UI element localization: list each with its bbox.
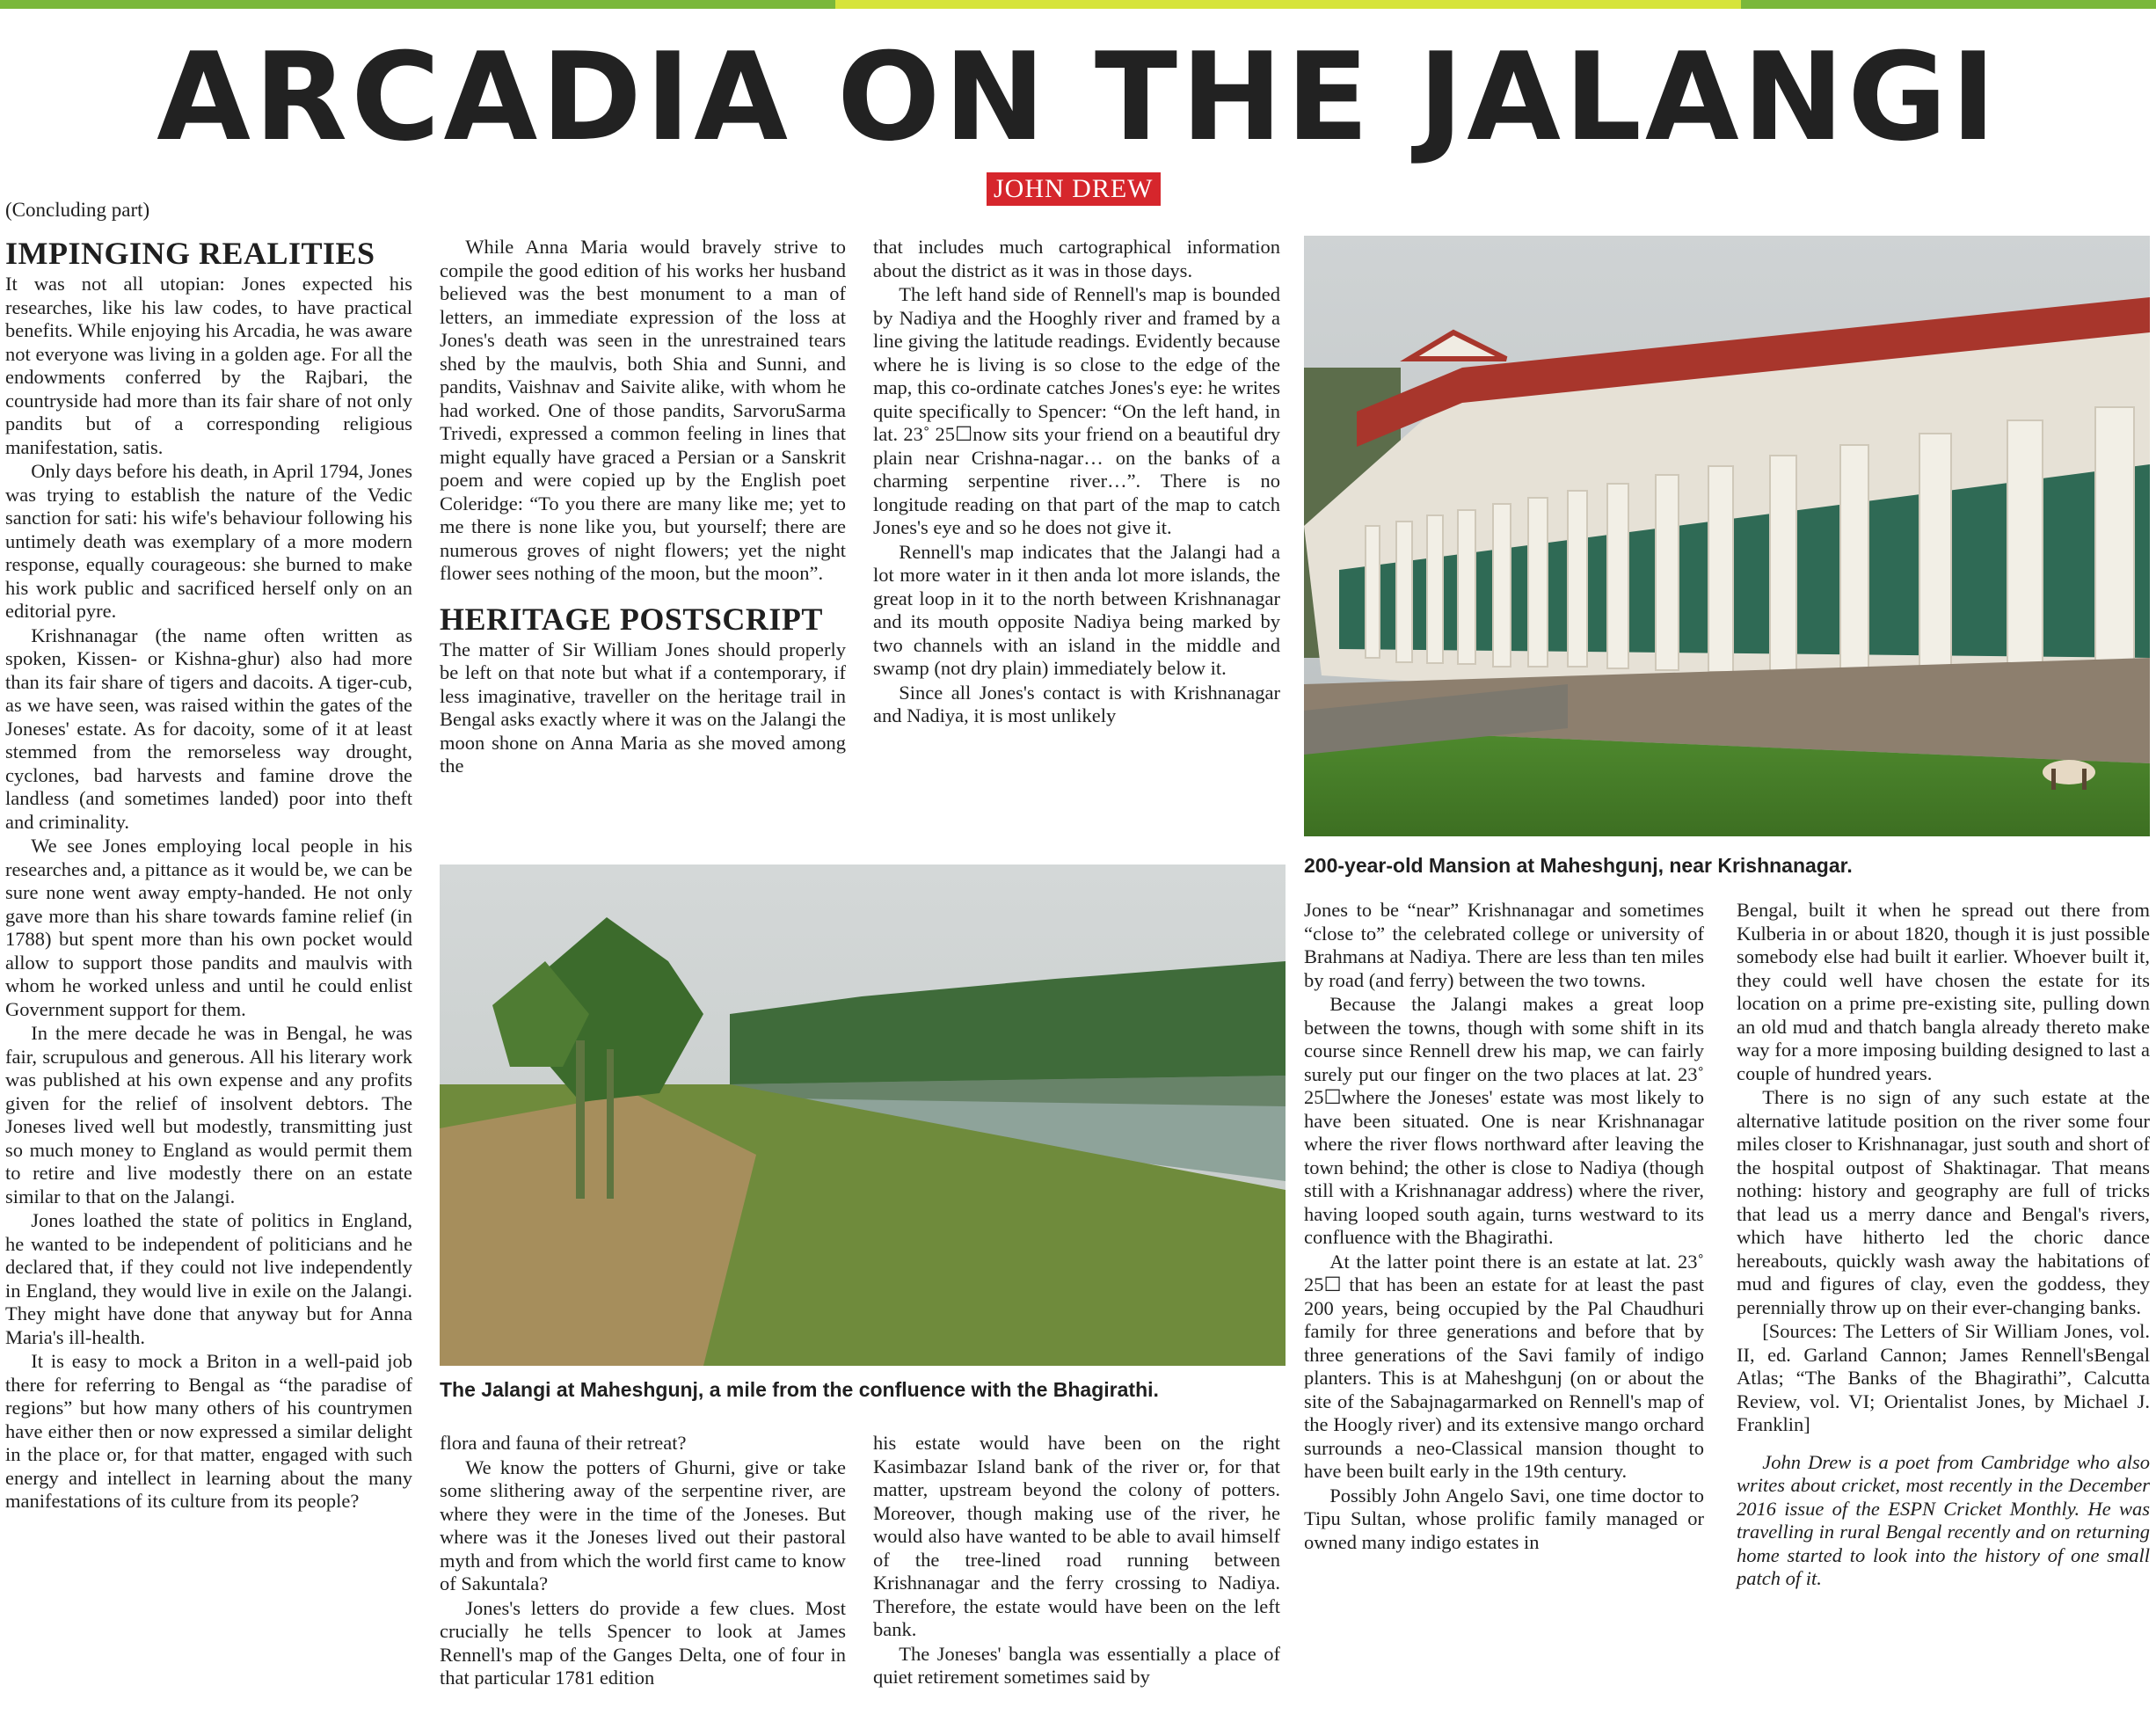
mansion-photo-caption: 200-year-old Mansion at Maheshgunj, near Krishnanagar.: [1304, 854, 1853, 877]
paragraph: his estate would have been on the right Kasimbazar Island bank of the river or, for that matter, upstream beyond the colony of potters. Moreover, though making use of the river, he would also have wanted to be able to avail himself of the tree-lined road running between Krishnanagar and the ferry crossing to Nadiya. Therefore, the estate would have been on the left bank.: [873, 1432, 1280, 1640]
paragraph: Since all Jones's contact is with Krishnanagar and Nadiya, it is most unlikely: [873, 681, 1280, 726]
top-accent-bar-highlight: [835, 0, 1741, 9]
paragraph: While Anna Maria would bravely strive to compile the good edition of his works her husband believed was the best monument to a man of letters, an immediate expression of the loss at Jones's death was seen in the unrestrained tears shed by the maulvis, both Shia and Sunni, and pandits, Vaishnav and Saivite alike, with whom he had worked. One of those pandits, SarvoruSarma Trivedi, expressed a common feeling in lines that might equally have graced a Persian or a Sanskrit poem and were copied up by the English poet Coleridge: “To you there are many like me; yet to me there is none like you, but yourself; there are numerous groves of night flowers; yet the night flower sees nothing of the moon, but the moon”.: [440, 236, 846, 584]
paragraph: The left hand side of Rennell's map is bounded by Nadiya and the Hooghly river and framed by a line giving the latitude readings. Evidently because where he is living is so close to the edge of the map, this co-ordinate catches Jones's eye: he writes quite specifically to Spencer: “On the left hand, in lat. 23˚ 25☐now sits your friend on a beautiful dry plain near Crishna-nagar… on the banks of a charming serpentine river…”. There is no longitude reading on that part of the map to catch Jones's eye and so he does not give it.: [873, 283, 1280, 538]
column-2-bottom: [440, 1432, 846, 1691]
kicker: (Concluding part): [5, 199, 150, 221]
paragraph: The Joneses' bangla was essentially a place of quiet retirement sometimes said by: [873, 1642, 1280, 1688]
paragraph: At the latter point there is an estate at lat. 23˚ 25☐ that has been an estate for at least the past 200 years, being occupied by the Pal Chaudhuri family for three generations and before that by three generations of the Savi family of indigo planters. This is at Maheshgunj (on or about the site of the Sabajnagarmarked on Rennell's map of the Hoogly river) and its extensive mango orchard surrounds a neo-Classical mansion thought to have been built early in the 19th century.: [1304, 1250, 1704, 1482]
paragraph: There is no sign of any such estate at the alternative latitude position on the river some four miles closer to Krishnanagar, just south and short of the hospital outpost of Shaktinagar. That means nothing: history and geography are full of tricks that lead us a merry dance and Bengal's rivers, which have hitherto led the choric dance hereabouts, quickly wash away the habitations of mud and figures of clay, even the goddess, they perennially throw up on their ever-changing banks.: [1737, 1086, 2150, 1318]
column-2-top: [440, 236, 846, 779]
paragraph: We see Jones employing local people in his researches and, a pittance as it would be, we can be sure none went away empty-handed. He not only gave more than his share towards famine relief (in 1788) but spent more than his own pocket would allow to support those pandits and maulvis with whom he worked unless and until he could enlist Government support for them.: [5, 835, 412, 1020]
paragraph: The matter of Sir William Jones should properly be left on that note but what if a contemporary, if less imaginative, traveller on the heritage trail in Bengal asks exactly where it was on the Jalangi the moon shone on Anna Maria as she moved among the: [440, 638, 846, 777]
sources-note: [Sources: The Letters of Sir William Jones, vol. II, ed. Garland Cannon; James Rennell'sBengal Atlas; “The Banks of the Bhagirathi”, Calcutta Review, vol. VI; Orientalist Jones, by Michael J. Franklin]: [1737, 1320, 2150, 1435]
paragraph: Rennell's map indicates that the Jalangi had a lot more water in it then anda lot more islands, the great loop in it to the north between Krishnanagar and its mouth opposite Nadiya being marked by two channels with an island in the middle and swamp (not dry plain) immediately below it.: [873, 540, 1280, 679]
author-bio: John Drew is a poet from Cambridge who also writes about cricket, most recently in the December 2016 issue of the ESPN Cricket Monthly. He was travelling in rural Bengal recently and on returning home started to look into the history of one small patch of it.: [1737, 1450, 2150, 1589]
paragraph: We know the potters of Ghurni, give or take some slithering away of the serpentine river, are where they were in the time of the Joneses. But where was it the Joneses lived out their pastoral myth and from which the world first came to know of Sakuntala?: [440, 1455, 846, 1594]
paragraph: that includes much cartographical information about the district as it was in those days.: [873, 236, 1280, 281]
river-photo: [440, 864, 1286, 1366]
paragraph: Krishnanagar (the name often written as spoken, Kissen- or Kishna-ghur) also had more than its fair share of tigers and dacoits. A tiger-cub, as we have seen, was raised within the gates of the Joneses' estate. As for dacoity, some of it at least stemmed from the remorseless way drought, cyclones, bad harvests and famine drove the landless (and sometimes landed) poor into theft and criminality.: [5, 624, 412, 833]
paragraph: Jones to be “near” Krishnanagar and sometimes “close to” the celebrated college or university of Brahmans at Nadiya. There are less than ten miles by road (and ferry) between the two towns.: [1304, 899, 1704, 991]
paragraph: Bengal, built it when he spread out there from Kulberia in or about 1820, though it is just possible somebody else had built it earlier. Whoever built it, they could well have chosen the estate for its location on a prime pre-existing site, pulling down an old mud and thatch bangla already thereto make way for a more imposing building designed to last a couple of hundred years.: [1737, 899, 2150, 1084]
paragraph: In the mere decade he was in Bengal, he was fair, scrupulous and generous. All his literary work was published at his own expense and any profits given for the relief of insolvent debtors. The Joneses lived well but modestly, transmitting just so much money to England as would permit them to retire and live modestly there on an estate similar to that on the Jalangi.: [5, 1022, 412, 1207]
paragraph: It was not all utopian: Jones expected his researches, like his law codes, to have practical benefits. While enjoying his Arcadia, he was aware not everyone was living in a golden age. For all the endowments conferred by the Rajbari, the countryside had more than its fair share of not only pandits but of a corresponding religious manifestation, satis.: [5, 273, 412, 458]
column-5: [1737, 899, 2150, 1592]
column-3-top: [873, 236, 1280, 729]
paragraph: It is easy to mock a Briton in a well-paid job there for referring to Bengal as “the paradise of regions” but how many others of his countrymen have either then or now expressed a similar delight in the place or, for that matter, engaged with such energy and intellect in learning about the many manifestations of its culture from its people?: [5, 1350, 412, 1512]
river-photo-caption: The Jalangi at Maheshgunj, a mile from the confluence with the Bhagirathi.: [440, 1378, 1159, 1401]
column-4: [1304, 899, 1704, 1555]
column-3-bottom: [873, 1432, 1280, 1690]
paragraph: Because the Jalangi makes a great loop between the towns, though with some shift in its course since Rennell drew his map, we can fairly surely put our finger on the two places at lat. 23˚ 25☐where the Joneses' estate was most likely to have been situated. One is near Krishnanagar where the river flows northward after leaving the town behind; the other is close to Nadiya (though still with a Krishnanagar address) where the river, having looped south again, turns westward to its confluence with the Bhagirathi.: [1304, 993, 1704, 1248]
paragraph: Possibly John Angelo Savi, one time doctor to Tipu Sultan, whose prolific family managed or owned many indigo estates in: [1304, 1484, 1704, 1553]
paragraph: flora and fauna of their retreat?: [440, 1432, 687, 1454]
section-title-impinging-realities: IMPINGING REALITIES: [5, 236, 375, 271]
column-1: [5, 236, 412, 1514]
headline: ARCADIA ON THE JALANGI: [157, 26, 1999, 168]
paragraph: Jones's letters do provide a few clues. Most crucially he tells Spencer to look at James Rennell's map of the Ganges Delta, one of four in that particular 1781 edition: [440, 1596, 846, 1689]
byline: JOHN DREW: [987, 172, 1161, 206]
paragraph: Only days before his death, in April 1794, Jones was trying to establish the nature of the Vedic sanction for sati: his wife's behaviour following his untimely death was exemplary of a more modern response, equally courageous: she burned to make his work public and sacrificed herself only on an editorial pyre.: [5, 460, 412, 622]
paragraph: Jones loathed the state of politics in England, he wanted to be independent of politicians and he declared that, if they could not live independently in England, they would live in exile on the Jalangi. They might have done that anyway but for Anna Maria's ill-health.: [5, 1209, 412, 1348]
section-title-heritage-postscript: HERITAGE POSTSCRIPT: [440, 601, 823, 637]
mansion-photo: [1304, 236, 2150, 836]
